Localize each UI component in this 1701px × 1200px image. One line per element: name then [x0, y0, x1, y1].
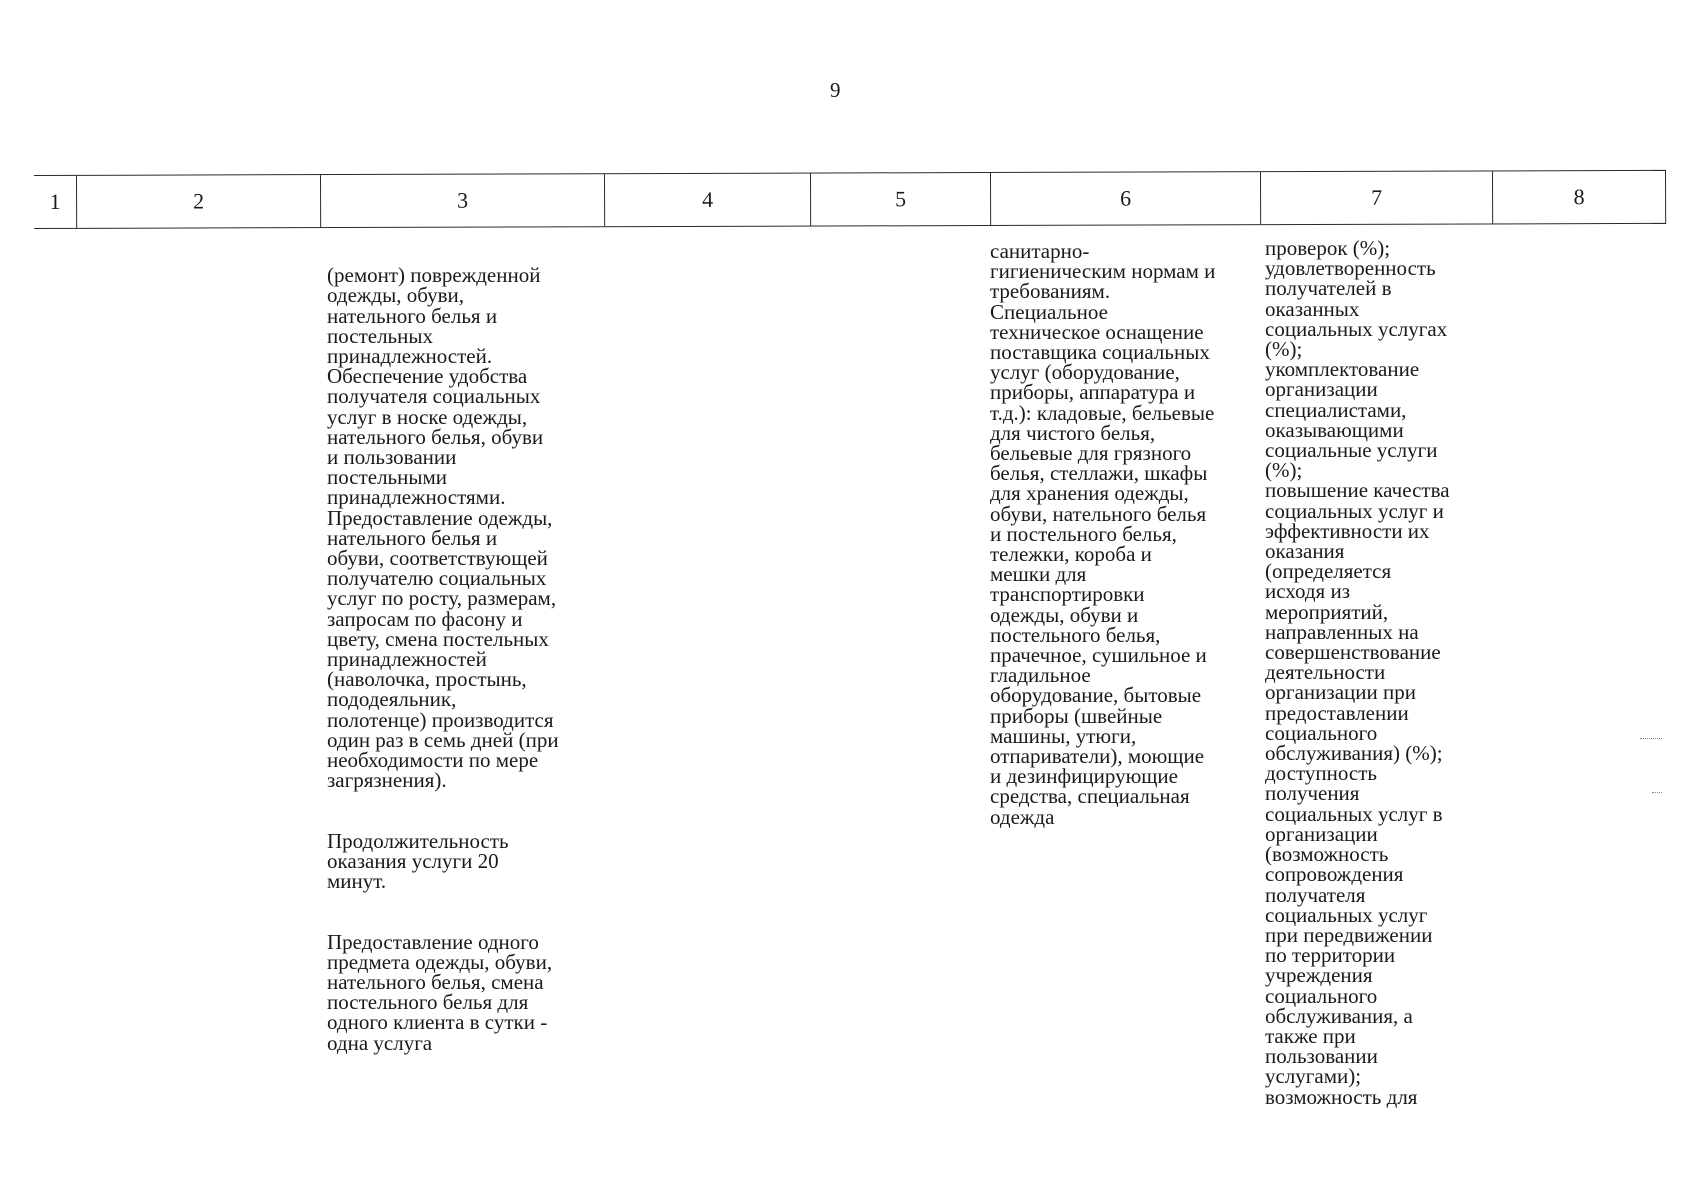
header-cell-6: 6 [990, 172, 1260, 225]
scan-edge-mark [1640, 738, 1662, 739]
column-3-paragraph-2: Продолжительность оказания услуги 20 минут. [327, 828, 509, 894]
header-cell-2: 2 [76, 175, 320, 228]
page-number: 9 [830, 78, 841, 102]
header-cell-8: 8 [1492, 171, 1666, 224]
scan-edge-mark [1652, 792, 1662, 793]
header-cell-7: 7 [1260, 171, 1492, 224]
column-3-paragraph-1: (ремонт) поврежденной одежды, обуви, нательного белья и постельных принадлежностей. Обеспечение удобства получателя социальных услуг в носке одежды, нательного белья, обуви и пользовании постельными принадлежностями. Предоставление одежды, нательного белья и обуви, соответствующей получателю социальных услуг по росту, размерам, запросам по фасону и цвету, смена постельных принадлежностей (наволочка, простынь, пододеяльник, полотенце) производится один раз в семь дней (при необходимости по мере загрязнения). [327, 263, 559, 793]
header-cell-5: 5 [810, 173, 990, 226]
column-7-text: проверок (%); удовлетворенность получателей в оказанных социальных услугах (%); укомплектование организации специалистами, оказывающими социальные услуги (%); повышение качества социальных услуг и эффективности их оказания (определяется исходя из мероприятий, направленных на совершенствование деятельности организации при предоставлении социального обслуживания) (%); доступность получения социальных услуг в организации (возможность сопровождения получателя социальных услуг при передвижении по территории учреждения социального обслуживания, а также при пользовании услугами); возможность для [1265, 236, 1450, 1109]
header-cell-3: 3 [320, 174, 604, 227]
column-3-text [327, 245, 617, 1093]
column-3-paragraph-3: Предоставление одного предмета одежды, обуви, нательного белья, смена постельного белья для одного клиента в сутки - одна услуга [327, 929, 553, 1055]
table-header-row [34, 170, 1666, 229]
column-6-text: санитарно- гигиеническим нормам и требованиям. Специальное техническое оснащение поставщика социальных услуг (оборудование, приборы, аппаратура и т.д.): кладовые, бельевые для чистого белья, бельевые для грязного белья, стеллажи, шкафы для хранения одежды, обуви, нательного белья и постельного белья, тележки, короба и мешки для транспортировки одежды, обуви и постельного белья, прачечное, сушильное и гладильное оборудование, бытовые приборы (швейные машины, утюги, отпариватели), моющие и дезинфицирующие средства, специальная одежда [990, 239, 1216, 829]
header-cell-1: 1 [49, 188, 61, 214]
header-cell-4: 4 [604, 174, 810, 227]
